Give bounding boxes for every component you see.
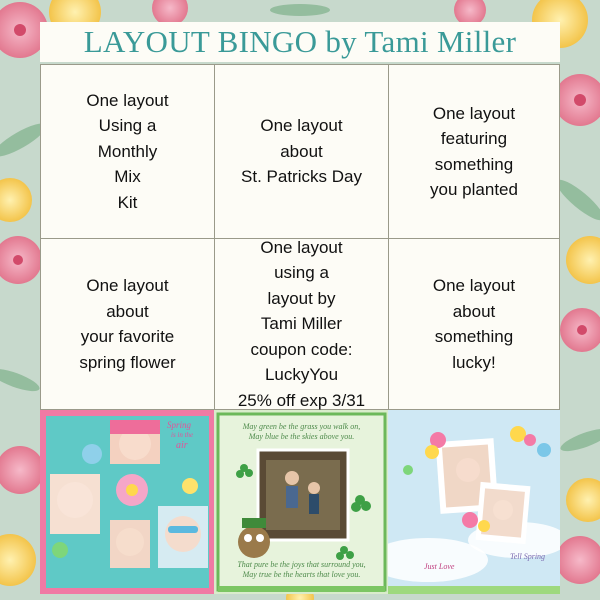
bingo-cell-monthly-mix — [40, 64, 215, 239]
word-art-spring: Spring — [167, 420, 192, 430]
cell-text: One layout featuring something you planted — [430, 103, 518, 199]
bingo-cell-lucky — [388, 238, 560, 410]
bingo-cell-st-patricks — [214, 64, 389, 239]
cell-text: One layout using a layout by Tami Miller coupon code: LuckyYou 25% off exp 3/31 — [237, 237, 366, 410]
spring-girls-layout-image — [388, 410, 560, 594]
bingo-cell-planted — [388, 64, 560, 239]
quote-top-line-1: May green be the grass you walk on, — [242, 422, 361, 431]
cell-text: One layout about something lucky! — [432, 276, 516, 372]
bingo-grid — [40, 64, 560, 594]
bingo-cell-coupon — [214, 238, 389, 410]
photo-spring-layout — [40, 410, 215, 594]
word-art-is-in-the: is in the — [171, 431, 194, 439]
photo-spring-girls-layout — [388, 410, 560, 594]
caption-tell-spring: Tell Spring — [510, 552, 546, 561]
quote-top-line-2: May blue be the skies above you. — [248, 432, 355, 441]
bingo-cell-spring-flower — [40, 238, 215, 410]
cell-text: One layout Using a Monthly Mix Kit — [86, 90, 169, 212]
caption-just-love: Just Love — [424, 562, 455, 571]
title-banner — [40, 22, 560, 62]
word-art-air: air — [176, 440, 188, 451]
page-title: LAYOUT BINGO by Tami Miller — [83, 24, 517, 59]
cell-text: One layout about your favorite spring flower — [79, 276, 176, 372]
photo-st-patricks-layout — [214, 410, 389, 594]
quote-bottom-line-1: That pure be the joys that surround you, — [237, 560, 366, 569]
cell-text: One layout about St. Patricks Day — [241, 116, 362, 187]
quote-bottom-line-2: May true be the hearts that love you. — [242, 570, 361, 579]
